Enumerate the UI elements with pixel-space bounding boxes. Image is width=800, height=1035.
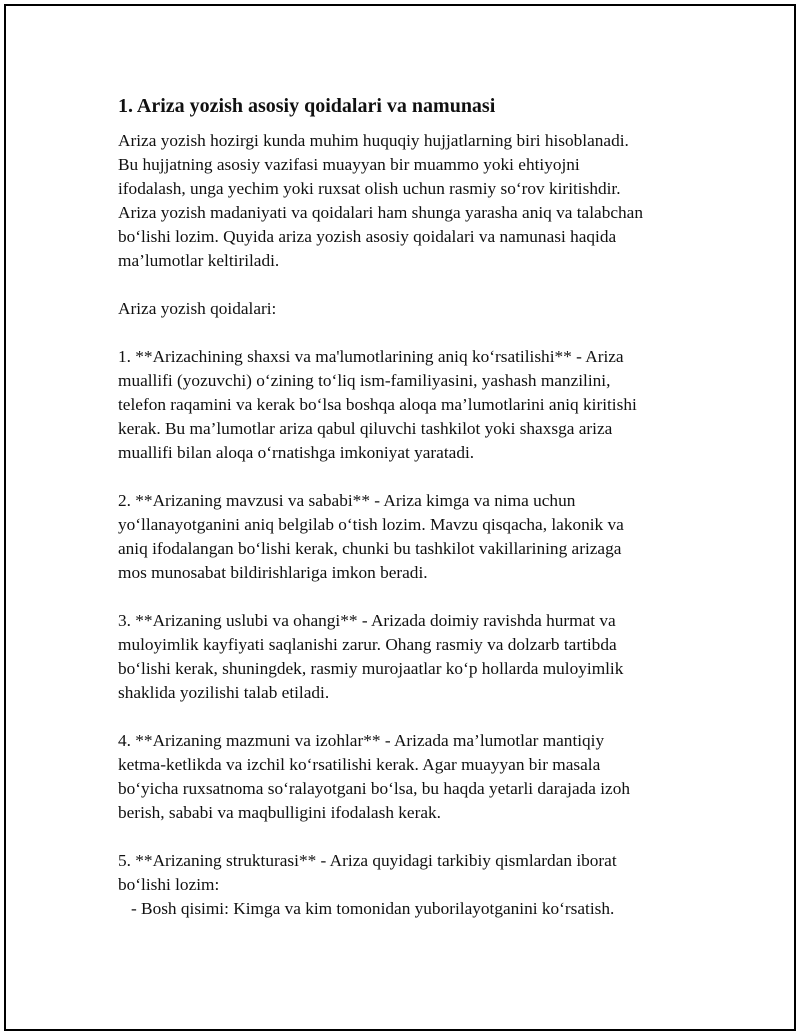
document-body xyxy=(118,94,698,921)
text-line: Ariza yozish madaniyati va qoidalari ham shunga yarasha aniq va talabchan xyxy=(118,203,643,222)
text-line: 3. **Arizaning uslubi va ohangi** - Arizada doimiy ravishda hurmat va xyxy=(118,611,616,630)
paragraph xyxy=(118,129,698,273)
paragraph xyxy=(118,489,698,585)
text-line: Bu hujjatning asosiy vazifasi muayyan bir muammo yoki ehtiyojni xyxy=(118,155,580,174)
text-line: - Bosh qisimi: Kimga va kim tomonidan yuborilayotganini ko‘rsatish. xyxy=(118,899,615,918)
text-line: muloyimlik kayfiyati saqlanishi zarur. Ohang rasmiy va dolzarb tartibda xyxy=(118,635,617,654)
paragraph xyxy=(118,849,698,921)
paragraph xyxy=(118,729,698,825)
paragraph xyxy=(118,297,698,321)
text-line: 4. **Arizaning mazmuni va izohlar** - Arizada ma’lumotlar mantiqiy xyxy=(118,731,605,750)
text-line: mos munosabat bildirishlariga imkon beradi. xyxy=(118,563,428,582)
paragraph xyxy=(118,609,698,705)
section-heading: 1. Ariza yozish asosiy qoidalari va namunasi xyxy=(118,95,496,117)
text-line: 2. **Arizaning mavzusi va sababi** - Ariza kimga va nima uchun xyxy=(118,491,576,510)
text-line: 1. **Arizachining shaxsi va ma'lumotlarining aniq ko‘rsatilishi** - Ariza xyxy=(118,347,624,366)
text-line: shaklida yozilishi talab etiladi. xyxy=(118,683,330,702)
text-line: telefon raqamini va kerak bo‘lsa boshqa aloqa ma’lumotlarini aniq kiritishi xyxy=(118,395,637,414)
text-line: muallifi (yozuvchi) o‘zining to‘liq ism-familiyasini, yashash manzilini, xyxy=(118,371,611,390)
text-line: bo‘lishi kerak, shuningdek, rasmiy murojaatlar ko‘p hollarda muloyimlik xyxy=(118,659,624,678)
paragraph-list xyxy=(118,129,698,921)
text-line: ma’lumotlar keltiriladi. xyxy=(118,251,280,270)
text-line: yo‘llanayotganini aniq belgilab o‘tish lozim. Mavzu qisqacha, lakonik va xyxy=(118,515,624,534)
paragraph xyxy=(118,345,698,465)
text-line: kerak. Bu ma’lumotlar ariza qabul qiluvchi tashkilot yoki shaxsga ariza xyxy=(118,419,613,438)
text-line: bo‘lishi lozim: xyxy=(118,875,220,894)
text-line: ketma-ketlikda va izchil ko‘rsatilishi kerak. Agar muayyan bir masala xyxy=(118,755,601,774)
text-line: 5. **Arizaning strukturasi** - Ariza quyidagi tarkibiy qismlardan iborat xyxy=(118,851,617,870)
text-line: aniq ifodalangan bo‘lishi kerak, chunki bu tashkilot vakillarining arizaga xyxy=(118,539,622,558)
text-line: ifodalash, unga yechim yoki ruxsat olish uchun rasmiy so‘rov kiritishdir. xyxy=(118,179,621,198)
text-line: bo‘lishi lozim. Quyida ariza yozish asosiy qoidalari va namunasi haqida xyxy=(118,227,617,246)
text-line: Ariza yozish qoidalari: xyxy=(118,299,277,318)
text-line: muallifi bilan aloqa o‘rnatishga imkoniyat yaratadi. xyxy=(118,443,475,462)
text-line: Ariza yozish hozirgi kunda muhim huquqiy hujjatlarning biri hisoblanadi. xyxy=(118,131,629,150)
text-line: berish, sababi va maqbulligini ifodalash kerak. xyxy=(118,803,441,822)
text-line: bo‘yicha ruxsatnoma so‘ralayotgani bo‘lsa, bu haqda yetarli darajada izoh xyxy=(118,779,631,798)
